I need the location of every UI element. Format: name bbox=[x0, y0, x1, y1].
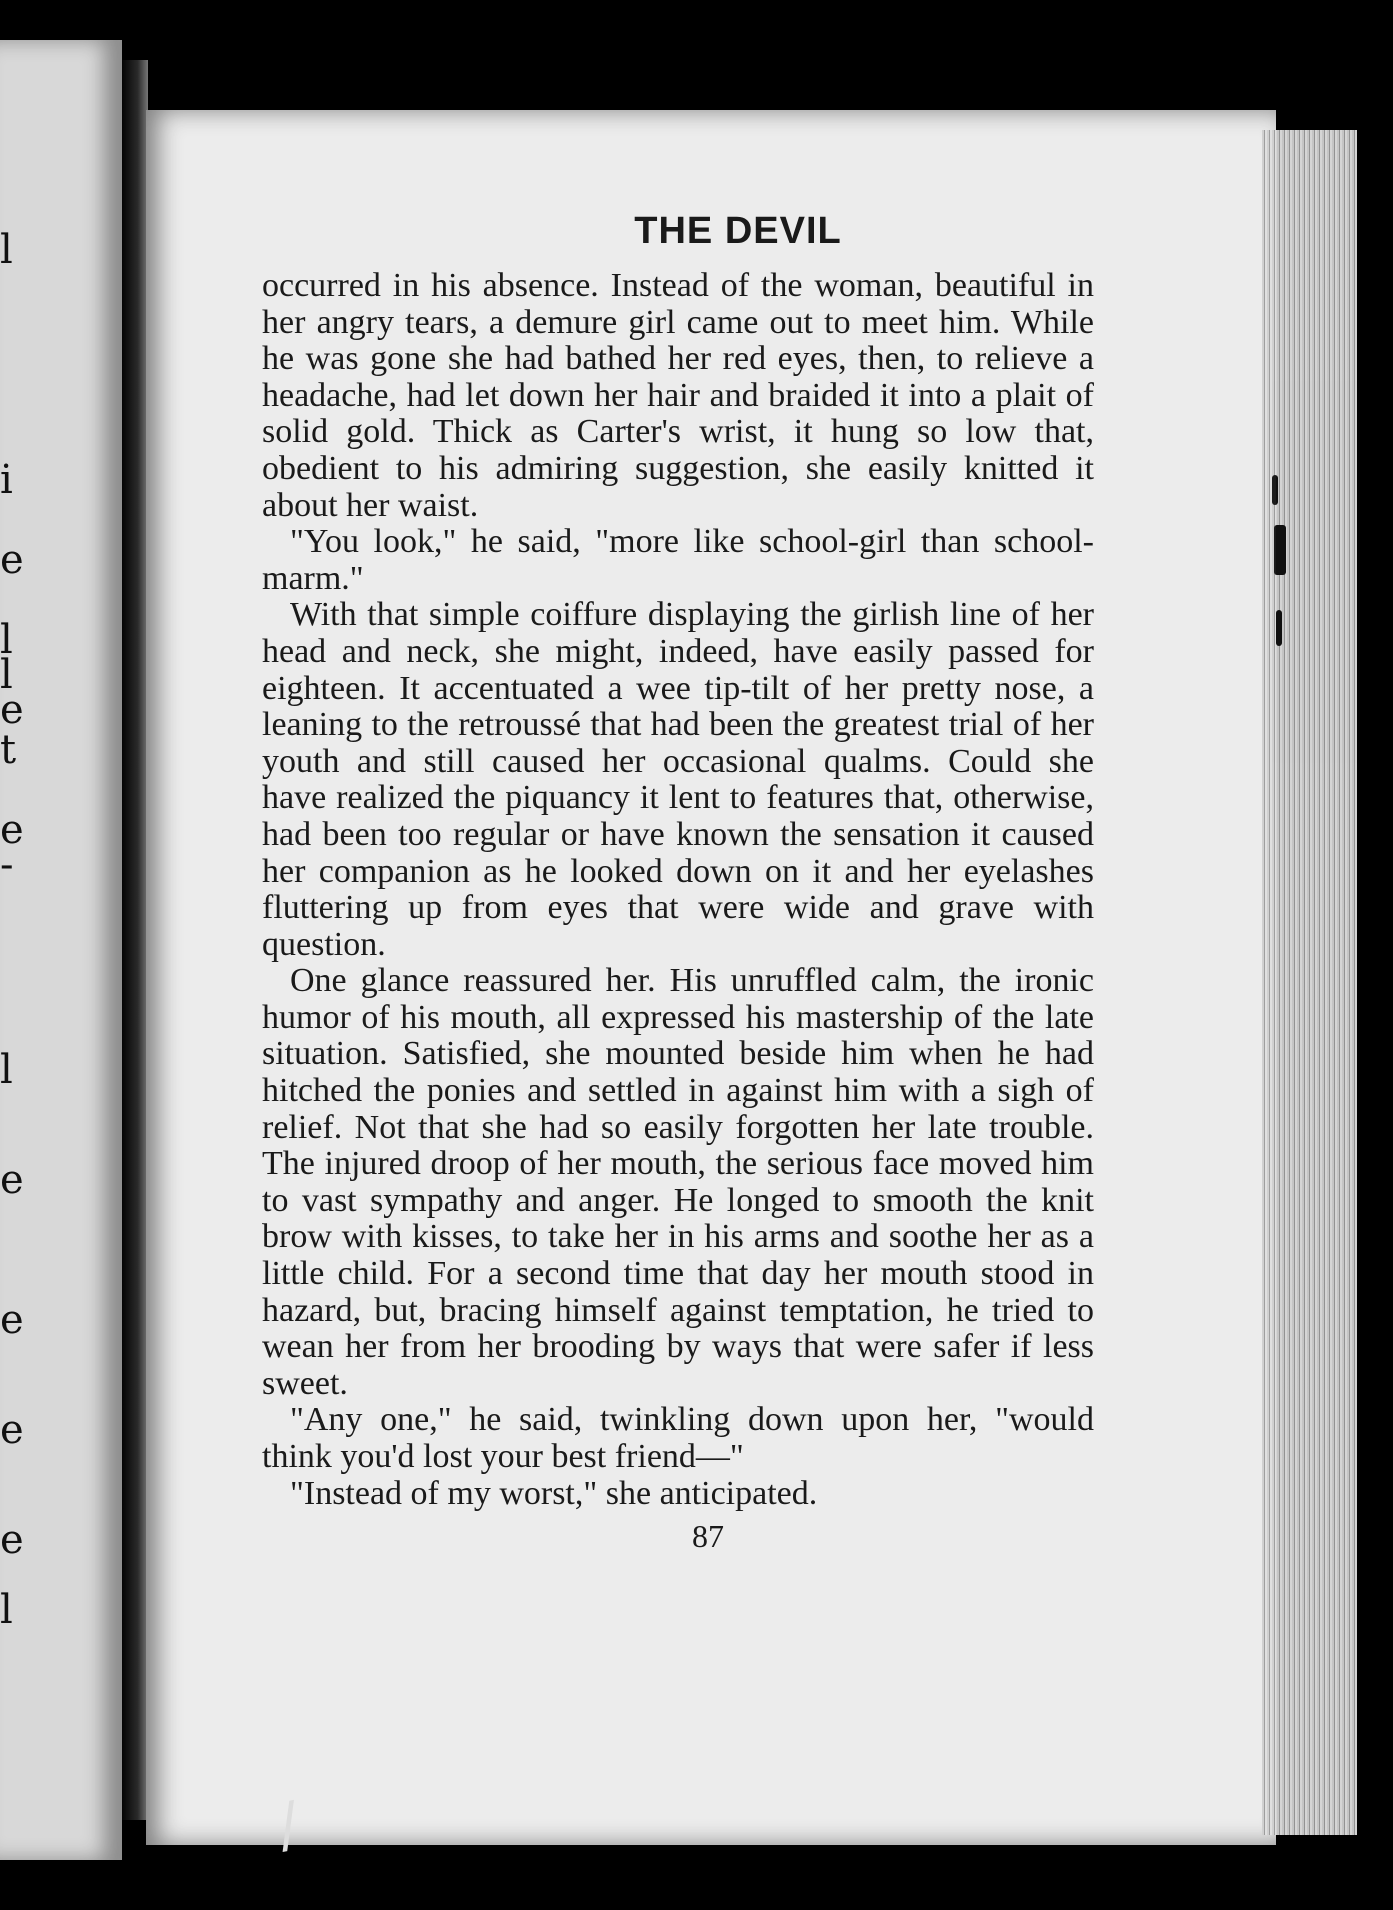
left-page-fragment: i bbox=[0, 457, 13, 503]
left-page-fragment: l bbox=[0, 1047, 13, 1093]
left-page-fragment: e bbox=[0, 687, 24, 733]
edge-mark bbox=[1276, 610, 1282, 646]
left-page-edge bbox=[0, 40, 122, 1860]
book-gutter bbox=[122, 60, 148, 1820]
running-head: THE DEVIL bbox=[634, 210, 842, 252]
left-page-fragment: e bbox=[0, 1407, 24, 1453]
left-page-fragment: e bbox=[0, 807, 24, 853]
left-page-fragment: l bbox=[0, 652, 13, 698]
left-page-fragment: e bbox=[0, 1157, 24, 1203]
left-page-fragment: e bbox=[0, 537, 24, 583]
edge-mark bbox=[1272, 475, 1278, 505]
page-number: 87 bbox=[692, 1518, 724, 1555]
left-page-fragment: l bbox=[0, 227, 13, 273]
paragraph: With that simple coiffure displaying the girlish line of her head and neck, she might, indeed, have easily passed for eighteen. It accentuated a wee tip-tilt of her pretty nose, a leaning to the retroussé that had been the greatest trial of her youth and still caused her occasional qualms. Could she have realized the piquancy it lent to features that, otherwise, had been too regular or have known the sensation it caused her companion as he looked down on it and her eyelashes fluttering up from eyes that were wide and grave with question. bbox=[262, 596, 1094, 963]
paragraph: One glance reassured her. His unruffled calm, the ironic humor of his mouth, all expressed his mastership of the late situation. Satisfied, she mounted beside him when he had hitched the ponies and settled in against him with a sigh of relief. Not that she had so easily forgotten her late trouble. The injured droop of her mouth, the serious face moved him to vast sympathy and anger. He longed to smooth the knit brow with kisses, to take her in his arms and soothe her as a little child. For a second time that day her mouth stood in hazard, but, bracing himself against temptation, he tried to wean her from her brooding by ways that were safer if less sweet. bbox=[262, 962, 1094, 1402]
paragraph: "You look," he said, "more like school-girl than school-marm." bbox=[262, 523, 1094, 597]
edge-mark bbox=[1274, 525, 1286, 575]
left-page-fragment: l bbox=[0, 1587, 13, 1633]
left-page-fragment: l bbox=[0, 617, 13, 663]
page-edges-stack bbox=[1262, 130, 1357, 1835]
paragraph: "Instead of my worst," she anticipated. bbox=[290, 1474, 818, 1512]
left-page-fragment: e bbox=[0, 1297, 24, 1343]
stray-pen-mark: / bbox=[272, 1788, 305, 1862]
paragraph: occurred in his absence. Instead of the woman, beautiful in her angry tears, a demure girl came out to meet him. While he was gone she had bathed her red eyes, then, to relieve a headache, had let down her hair and braided it into a plait of solid gold. Thick as Carter's wrist, it hung so low that, obedient to his admiring suggestion, she easily knitted it about her waist. bbox=[262, 267, 1094, 524]
left-page-fragment: e bbox=[0, 1517, 24, 1563]
paragraph: "Any one," he said, twinkling down upon her, "would think you'd lost your best friend—" bbox=[262, 1401, 1094, 1475]
page-text-block bbox=[262, 200, 1094, 1555]
left-page-fragment: t bbox=[0, 727, 17, 773]
left-page-fragment: - bbox=[0, 842, 14, 888]
